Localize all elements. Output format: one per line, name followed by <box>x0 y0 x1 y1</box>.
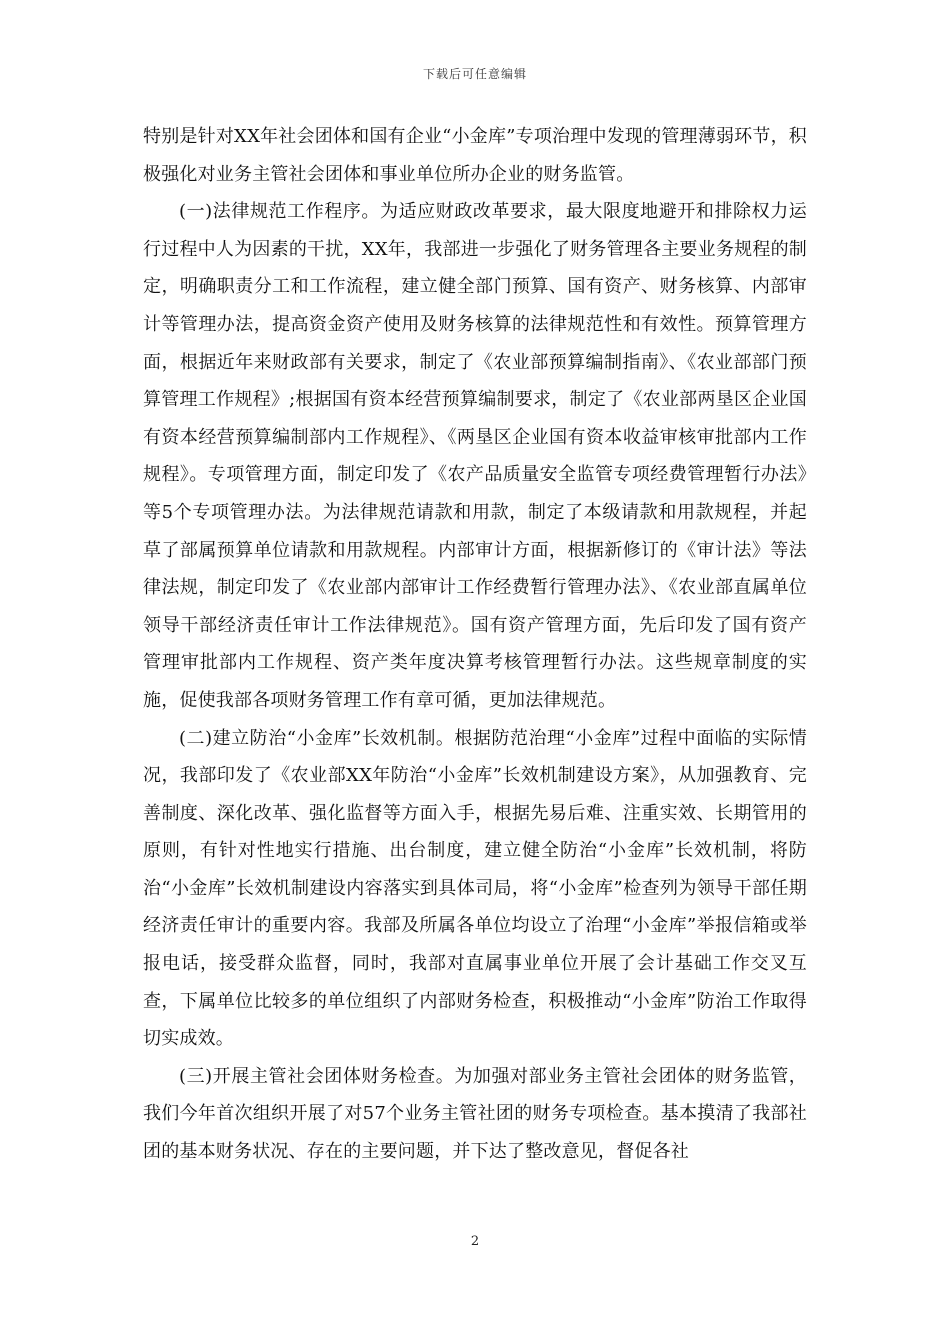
paragraph-legal-procedures: (一)法律规范工作程序。为适应财政改革要求，最大限度地避开和排除权力运行过程中人为因素的干扰，XX年，我部进一步强化了财务管理各主要业务规程的制定，明确职责分工和工作流程，建立健全部门预算、国有资产、财务核算、内部审计等管理办法，提高资金资产使用及财务核算的法律规范性和有效性。预算管理方面，根据近年来财政部有关要求，制定了《农业部预算编制指南》、《农业部部门预算管理工作规程》;根据国有资本经营预算编制要求，制定了《农业部两垦区企业国有资本经营预算编制部内工作规程》、《两垦区企业国有资本收益审核审批部内工作规程》。专项管理方面，制定印发了《农产品质量安全监管专项经费管理暂行办法》等5个专项管理办法。为法律规范请款和用款，制定了本级请款和用款规程，并起草了部属预算单位请款和用款规程。内部审计方面，根据新修订的《审计法》等法律法规，制定印发了《农业部内部审计工作经费暂行管理办法》、《农业部直属单位领导干部经济责任审计工作法律规范》。国有资产管理方面，先后印发了国有资产管理审批部内工作规程、资产类年度决算考核管理暂行办法。这些规章制度的实施，促使我部各项财务管理工作有章可循，更加法律规范。 <box>143 201 807 711</box>
document-body <box>143 118 807 1171</box>
page-number: 2 <box>470 1234 480 1249</box>
paragraph-financial-inspection: (三)开展主管社会团体财务检查。为加强对部业务主管社会团体的财务监管，我们今年首次组织开展了对57个业务主管社团的财务专项检查。基本摸清了我部社团的基本财务状况、存在的主要问题，并下达了整改意见，督促各社 <box>143 1065 807 1163</box>
paragraph-continuation: 特别是针对XX年社会团体和国有企业“小金库”专项治理中发现的管理薄弱环节，积极强化对业务主管社会团体和事业单位所办企业的财务监管。 <box>143 126 807 185</box>
page-header: 下载后可任意编辑 <box>422 67 527 81</box>
paragraph-long-term-mechanism: (二)建立防治“小金库”长效机制。根据防范治理“小金库”过程中面临的实际情况，我部印发了《农业部XX年防治“小金库”长效机制建设方案》，从加强教育、完善制度、深化改革、强化监督等方面入手，根据先易后难、注重实效、长期管用的原则，有针对性地实行措施、出台制度，建立健全防治“小金库”长效机制，将防治“小金库”长效机制建设内容落实到具体司局，将“小金库”检查列为领导干部任期经济责任审计的重要内容。我部及所属各单位均设立了治理“小金库”举报信箱或举报电话，接受群众监督，同时，我部对直属事业单位开展了会计基础工作交叉互查，下属单位比较多的单位组织了内部财务检查，积极推动“小金库”防治工作取得切实成效。 <box>143 727 807 1050</box>
